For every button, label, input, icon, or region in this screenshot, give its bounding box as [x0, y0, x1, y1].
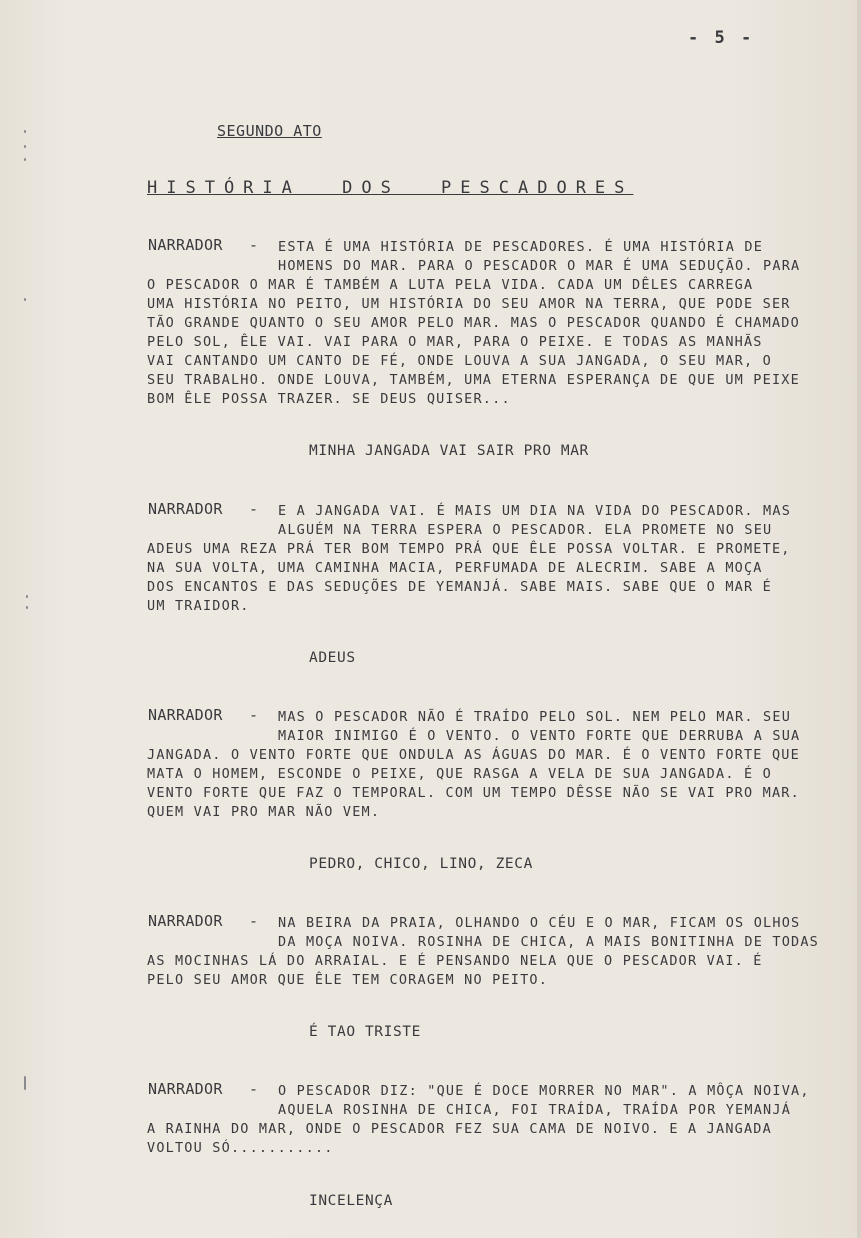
narration-line: TÃO GRANDE QUANTO O SEU AMOR PELO MAR. MAS O PESCADOR QUANDO É CHAMADO: [147, 315, 800, 331]
narration-line: E A JANGADA VAI. É MAIS UM DIA NA VIDA DO PESCADOR. MAS: [278, 503, 792, 519]
narration-line: O PESCADOR O MAR É TAMBÉM A LUTA PELA VIDA. CADA UM DÊLES CARREGA: [147, 277, 754, 293]
speaker-dash: -: [249, 1080, 259, 1098]
narration-line: MAS O PESCADOR NÃO É TRAÍDO PELO SOL. NEM PELO MAR. SEU: [278, 709, 792, 725]
narration-line: NA BEIRA DA PRAIA, OLHANDO O CÉU E O MAR, FICAM OS OLHOS: [278, 915, 801, 931]
narration-line: MATA O HOMEM, ESCONDE O PEIXE, QUE RASGA A VELA DE SUA JANGADA. É O: [147, 766, 772, 782]
narration-line: VAI CANTANDO UM CANTO DE FÉ, ONDE LOUVA A SUA JANGADA, O SEU MAR, O: [147, 353, 772, 369]
narration-line: ESTA É UMA HISTÓRIA DE PESCADORES. É UMA HISTÓRIA DE: [278, 239, 764, 255]
punch-mark: [26, 595, 28, 598]
narration-line: PELO SEU AMOR QUE ÊLE TEM CORAGEM NO PEITO.: [147, 972, 549, 988]
narration-line: NA SUA VOLTA, UMA CAMINHA MACIA, PERFUMADA DE ALECRIM. SABE A MOÇA: [147, 560, 763, 576]
narration-line: BOM ÊLE POSSA TRAZER. SE DEUS QUISER...: [147, 391, 511, 407]
narration-line: UMA HISTÓRIA NO PEITO, UM HISTÓRIA DO SEU AMOR NA TERRA, QUE PODE SER: [147, 296, 791, 312]
act-heading: SEGUNDO ATO: [217, 122, 322, 140]
speaker-label: NARRADOR: [148, 912, 223, 930]
punch-mark: [26, 606, 28, 609]
narration-line: AQUELA ROSINHA DE CHICA, FOI TRAÍDA, TRAÍDA POR YEMANJÁ: [278, 1102, 792, 1118]
speaker-label: NARRADOR: [148, 236, 223, 254]
narration-line: DOS ENCANTOS E DAS SEDUÇÕES DE YEMANJÁ. SABE MAIS. SABE QUE O MAR É: [147, 579, 772, 595]
punch-mark: [24, 158, 26, 161]
narration-line: JANGADA. O VENTO FORTE QUE ONDULA AS ÁGUAS DO MAR. É O VENTO FORTE QUE: [147, 747, 800, 763]
speaker-label: NARRADOR: [148, 706, 223, 724]
speaker-dash: -: [249, 236, 259, 254]
narration-line: HOMENS DO MAR. PARA O PESCADOR O MAR É UMA SEDUÇÃO. PARA: [278, 258, 801, 274]
punch-mark: [24, 1076, 26, 1090]
song-title: INCELENÇA: [309, 1193, 393, 1209]
narration-line: AS MOCINHAS LÁ DO ARRAIAL. E É PENSANDO NELA QUE O PESCADOR VAI. É: [147, 953, 763, 969]
narration-line: MAIOR INIMIGO É O VENTO. O VENTO FORTE QUE DERRUBA A SUA: [278, 728, 801, 744]
punch-mark: [24, 130, 26, 133]
speaker-label: NARRADOR: [148, 1080, 223, 1098]
song-title: PEDRO, CHICO, LINO, ZECA: [309, 856, 533, 872]
narration-line: ALGUÉM NA TERRA ESPERA O PESCADOR. ELA PROMETE NO SEU: [278, 522, 773, 538]
speaker-dash: -: [249, 706, 259, 724]
speaker-dash: -: [249, 500, 259, 518]
punch-mark: [24, 298, 26, 301]
speaker-label: NARRADOR: [148, 500, 223, 518]
narration-line: PELO SOL, ÊLE VAI. VAI PARA O MAR, PARA O PEIXE. E TODAS AS MANHÃS: [147, 334, 763, 350]
narration-line: O PESCADOR DIZ: "QUE É DOCE MORRER NO MAR". A MÔÇA NOIVA,: [278, 1083, 810, 1099]
song-title: ADEUS: [309, 650, 356, 666]
paper-edge: [857, 0, 861, 1238]
document-title: HISTÓRIA DOS PESCADORES: [147, 178, 634, 198]
punch-mark: [24, 145, 26, 148]
song-title: É TAO TRISTE: [309, 1024, 421, 1040]
narration-line: UM TRAIDOR.: [147, 598, 250, 614]
page-number: - 5 -: [688, 28, 755, 48]
narration-line: VENTO FORTE QUE FAZ O TEMPORAL. COM UM TEMPO DÊSSE NÃO SE VAI PRO MAR.: [147, 785, 800, 801]
speaker-dash: -: [249, 912, 259, 930]
narration-line: DA MOÇA NOIVA. ROSINHA DE CHICA, A MAIS BONITINHA DE TODAS: [278, 934, 820, 950]
narration-line: SEU TRABALHO. ONDE LOUVA, TAMBÉM, UMA ETERNA ESPERANÇA DE QUE UM PEIXE: [147, 372, 800, 388]
narration-line: A RAINHA DO MAR, ONDE O PESCADOR FEZ SUA CAMA DE NOIVO. E A JANGADA: [147, 1121, 772, 1137]
song-title: MINHA JANGADA VAI SAIR PRO MAR: [309, 443, 589, 459]
narration-line: ADEUS UMA REZA PRÁ TER BOM TEMPO PRÁ QUE ÊLE POSSA VOLTAR. E PROMETE,: [147, 541, 791, 557]
narration-line: VOLTOU SÓ...........: [147, 1140, 334, 1156]
narration-line: QUEM VAI PRO MAR NÃO VEM.: [147, 804, 381, 820]
